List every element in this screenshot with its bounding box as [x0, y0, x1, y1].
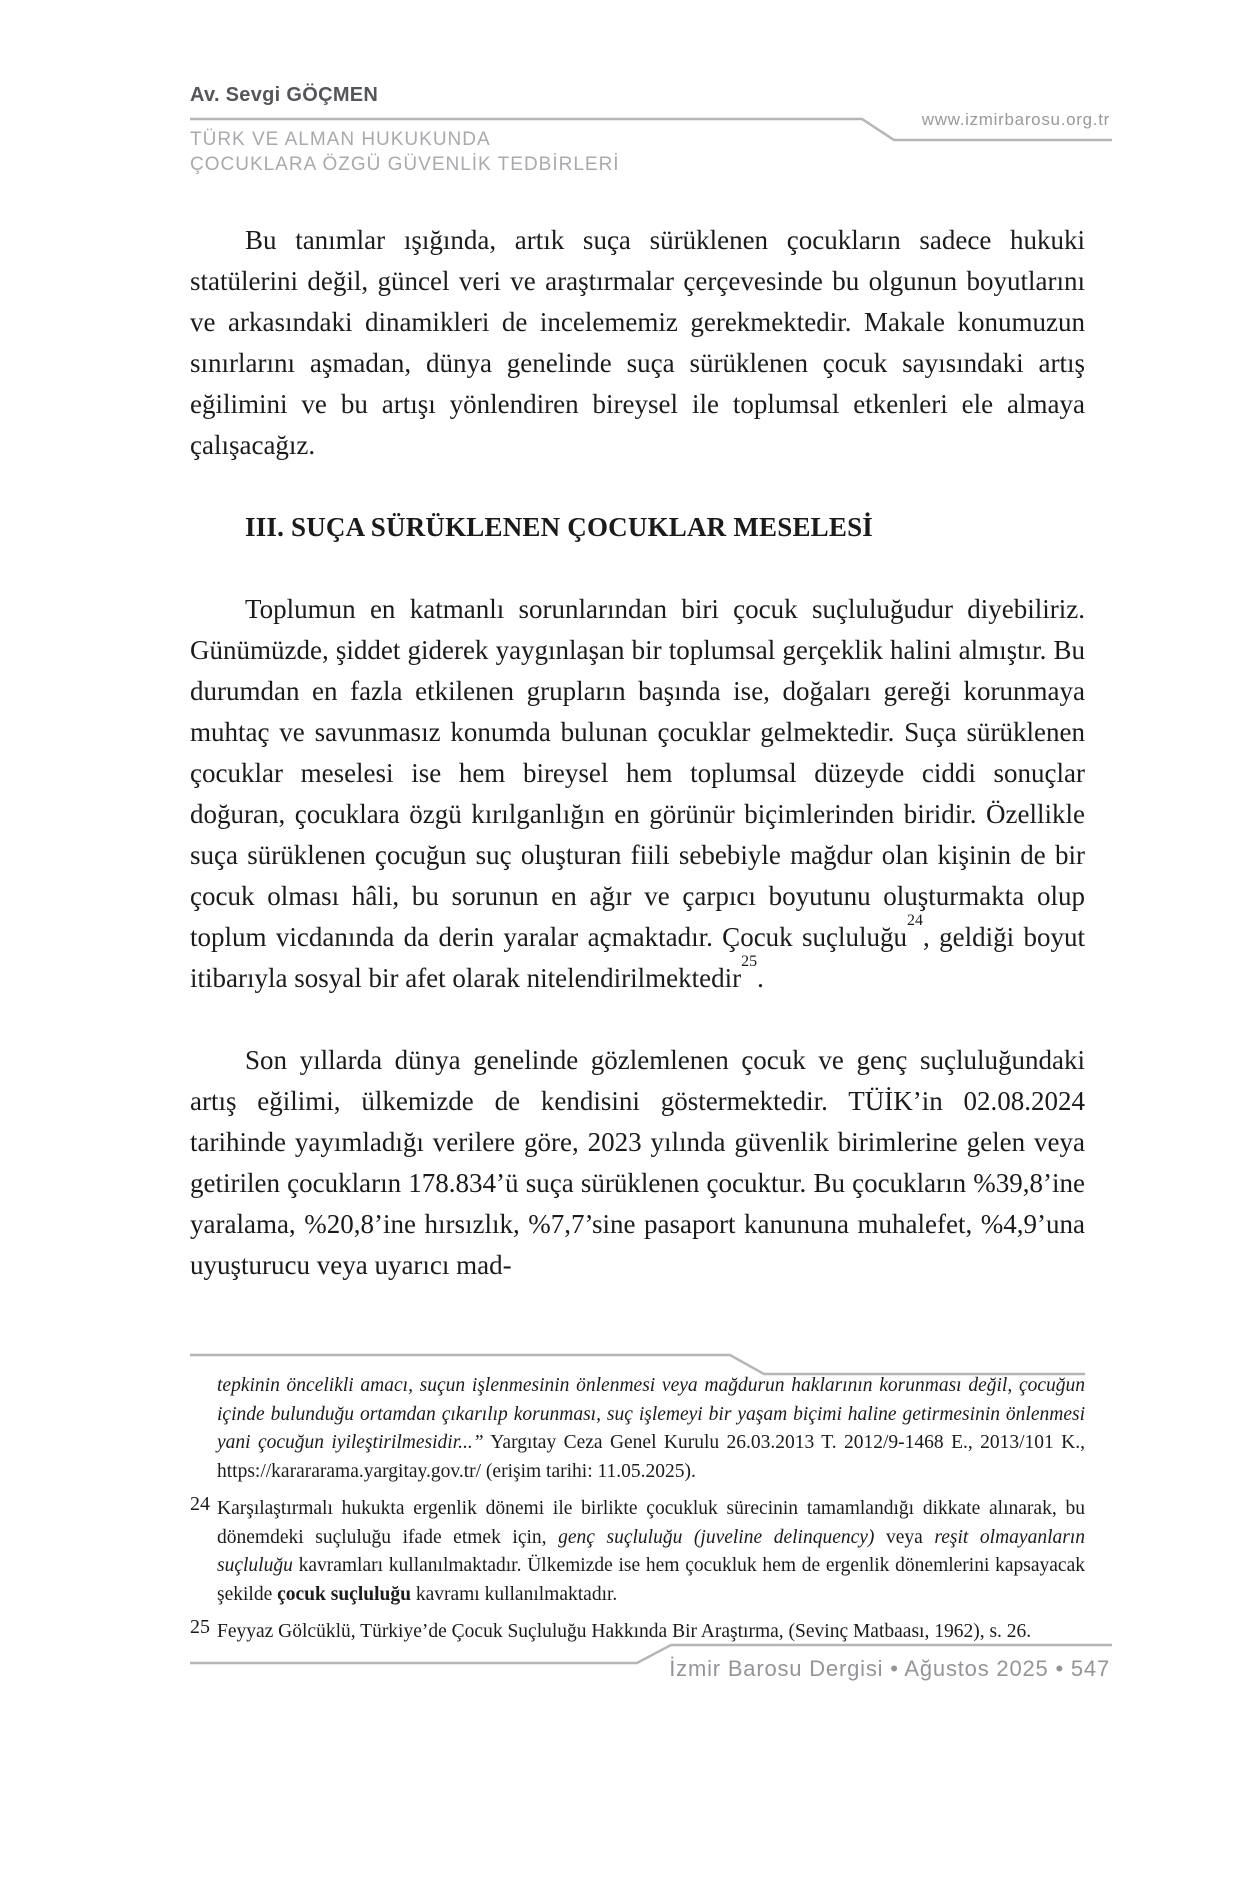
footnote-25-number: 25 [190, 1616, 210, 1638]
footnote-23-continuation [190, 1372, 1085, 1486]
footnote-24-text-c: kavramları kullanılmaktadır. Ülkemizde ise hem çocukluk hem de ergenlik dönemlerini kapsayacak şekilde [217, 1555, 1085, 1605]
article-body [190, 220, 1085, 1327]
section-heading: III. SUÇA SÜRÜKLENEN ÇOCUKLAR MESELESİ [245, 512, 873, 542]
paragraph-1: Bu tanımlar ışığında, artık suça sürüklenen çocukların sadece hukuki statülerini değil, güncel veri ve araştırmalar çerçevesinde bu olgunun boyutlarını ve arkasındaki dinamikleri de incelememiz gerekmektedir. Makale konumuzun sınırlarını aşmadan, dünya genelinde suça sürüklenen çocuk sayısındaki artış eğilimini ve bu artışı yönlendiren bireysel ile toplumsal etkenleri ele almaya çalışacağız. [190, 225, 1085, 460]
article-title [190, 127, 620, 177]
paragraph-2-text-c: . [757, 963, 764, 993]
footnote-23-continuation-text [217, 1375, 1085, 1482]
article-title-line1: TÜRK VE ALMAN HUKUKUNDA [190, 129, 491, 150]
article-title-line2: ÇOCUKLARA ÖZGÜ GÜVENLİK TEDBİRLERİ [190, 154, 620, 175]
paragraph-2-text-a: Toplumun en katmanlı sorunlarından biri çocuk suçluluğudur diyebiliriz. Günümüzde, şiddet giderek yaygınlaşan bir toplumsal gerçeklik halini almıştır. Bu durumdan en fazla etkilenen grupların başında ise, doğaları gereği korunmaya muhtaç ve savunmasız konumda bulunan çocuklar gelmektedir. Suça sürüklenen çocuklar meselesi ise hem bireysel hem toplumsal düzeyde ciddi sonuçlar doğuran, çocuklara özgü kırılganlığın en görünür biçimlerinden biridir. Özellikle suça sürüklenen çocuğun suç oluşturan fiili sebebiyle mağdur olan kişinin de bir çocuk olması hâli, bu sorunun en ağır ve çarpıcı boyutunu oluşturmakta olup toplum vicdanında da derin yaralar açmaktadır. Çocuk suçluluğu [190, 594, 1085, 952]
footnote-24-text-a: Karşılaştırmalı hukukta ergenlik dönemi ile birlikte çocukluk sürecinin tamamlandığı dikkate alınarak, bu dönemdeki suçluluğu ifade etmek için, [217, 1498, 1085, 1548]
footnote-24-number: 24 [190, 1493, 210, 1515]
footnote-23-quote-italic: tepkinin öncelikli amacı, suçun işlenmesinin önlenmesi veya mağdurun haklarının korunması değil, çocuğun içinde bulunduğu ortamdan çıkarılıp korunması, suç işlemeyi bir yaşam biçimi haline getirmesinin önlenmesi yani çocuğun iyileştirilmesidir...” [217, 1375, 1085, 1453]
author-name: Av. Sevgi GÖÇMEN [190, 84, 379, 106]
footnote-25-text: Feyyaz Gölcüklü, Türkiye’de Çocuk Suçluluğu Hakkında Bir Araştırma, (Sevinç Matbaası, 1962), s. 26. [217, 1621, 1032, 1642]
paragraph-2 [190, 589, 1085, 999]
footnote-ref-25: 25 [741, 953, 758, 970]
footnotes-block [190, 1372, 1085, 1656]
footnote-24-text-b: veya [874, 1526, 935, 1548]
paragraph-2-text-b: , geldiği boyut itibarıyla sosyal bir afet olarak nitelendirilmektedir [190, 922, 1085, 993]
journal-footer: İzmir Barosu Dergisi • Ağustos 2025 • 547 [669, 1656, 1110, 1681]
footnote-23-citation: Yargıtay Ceza Genel Kurulu 26.03.2013 T. 2012/9-1468 E., 2013/101 K., https://karararama.yargitay.gov.tr/ (erişim tarihi: 11.05.2025). [217, 1432, 1085, 1482]
footnote-24-term-1: genç suçluluğu (juveline delinquency) [558, 1526, 875, 1548]
footnote-ref-24: 24 [907, 912, 924, 929]
footnote-24 [190, 1495, 1085, 1609]
journal-website: www.izmirbarosu.org.tr [921, 110, 1110, 129]
footnote-24-term-3: çocuk suçluluğu [277, 1583, 411, 1605]
paragraph-3: Son yıllarda dünya genelinde gözlemlenen çocuk ve genç suçluluğundaki artış eğilimi, ülkemizde de kendisini göstermektedir. TÜİK’in 02.08.2024 tarihinde yayımladığı verilere göre, 2023 yılında güvenlik birimlerine gelen veya getirilen çocukların 178.834’ü suça sürüklenen çocuktur. Bu çocukların %39,8’ine yaralama, %20,8’ine hırsızlık, %7,7’sine pasaport kanununa muhalefet, %4,9’una uyuşturucu veya uyarıcı mad- [190, 1045, 1085, 1280]
footnote-24-term-2: reşit olmayanların suçluluğu [217, 1526, 1085, 1576]
footnote-24-text-d: kavramı kullanılmaktadır. [410, 1583, 618, 1605]
footnote-24-text [217, 1498, 1085, 1605]
